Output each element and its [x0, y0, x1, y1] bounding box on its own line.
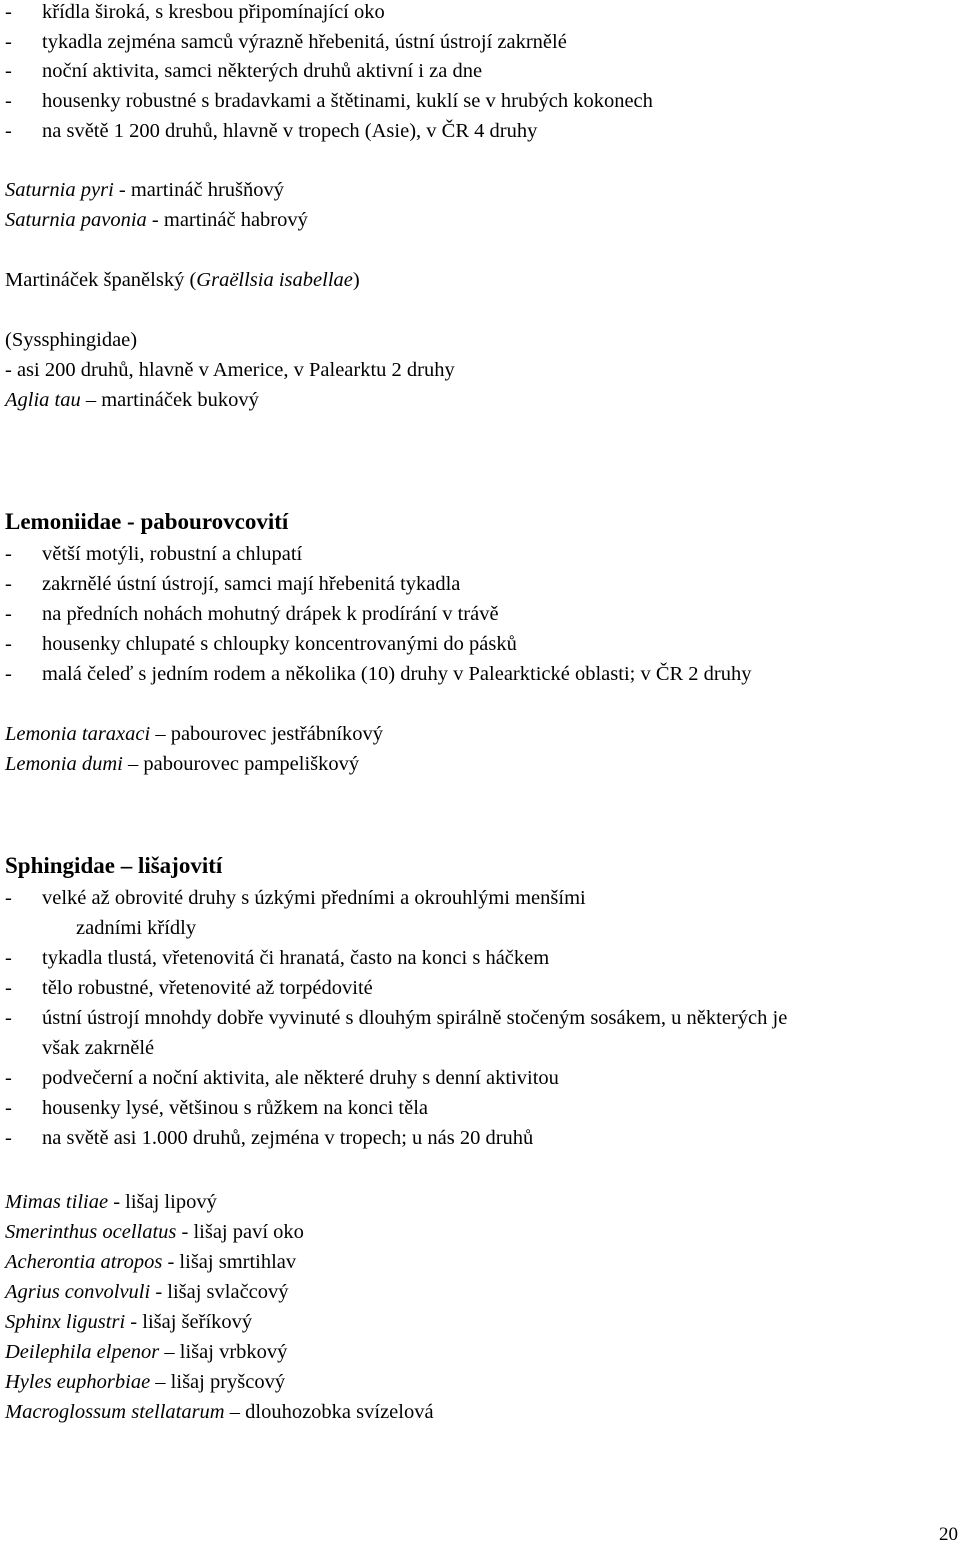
species-latin-name: Sphinx ligustri [5, 1311, 126, 1333]
species-common-name: lišaj paví oko [193, 1221, 304, 1243]
species-common-name: lišaj smrtihlav [179, 1251, 297, 1273]
species-entry [5, 1250, 296, 1280]
species-latin-name: Macroglossum stellatarum [5, 1401, 225, 1423]
species-common-name: martináč hrušňový [130, 179, 284, 201]
species-separator: - [176, 1221, 194, 1243]
bullet-dash: - [5, 573, 12, 595]
bullet-dash: - [5, 633, 12, 655]
species-latin-name: Deilephila elpenor [5, 1341, 160, 1363]
section-heading: Lemoniidae - pabourovcovití [5, 509, 289, 534]
species-latin-name: Smerinthus ocellatus [5, 1221, 177, 1243]
bullet-dash: - [5, 603, 12, 625]
bullet-text: na světě 1 200 druhů, hlavně v tropech (Asie), v ČR 4 druhy [42, 120, 538, 142]
bullet-dash: - [5, 663, 12, 685]
bullet-dash: - [5, 1, 12, 23]
species-latin-name: Lemonia dumi [5, 753, 123, 775]
bullet-dash: - [5, 31, 12, 53]
bullet-dash: - [5, 543, 12, 565]
species-common-name: dlouhozobka svízelová [245, 1401, 434, 1423]
bullet-dash: - [5, 90, 12, 112]
species-common-name: lišaj pryšcový [170, 1371, 286, 1393]
species-common-name: martináč habrový [163, 209, 308, 231]
closing-paren: ) [352, 269, 360, 291]
species-latin-name: Saturnia pyri [5, 179, 114, 201]
species-entry [5, 722, 383, 752]
species-common-name: pabourovec jestřábníkový [170, 723, 384, 745]
bullet-text: tělo robustné, vřetenovité až torpédovité [42, 977, 373, 999]
bullet-dash: - [5, 947, 12, 969]
species-entry [5, 268, 360, 298]
species-entry [5, 1280, 289, 1310]
bullet-text: křídla široká, s kresbou připomínající oko [42, 1, 385, 23]
species-entry [5, 178, 284, 208]
bullet-dash: - [5, 977, 12, 999]
species-separator: – [224, 1401, 246, 1423]
bullet-text: housenky chlupaté s chloupky koncentrovanými do pásků [42, 633, 517, 655]
bullet-text: housenky lysé, většinou s růžkem na konci těla [42, 1097, 428, 1119]
species-separator: – [150, 1371, 171, 1393]
species-separator: - [162, 1251, 180, 1273]
species-separator: - [108, 1191, 126, 1213]
family-note: - asi 200 druhů, hlavně v Americe, v Palearktu 2 druhy [5, 359, 455, 381]
bullet-dash: - [5, 60, 12, 82]
family-name: (Syssphingidae) [5, 329, 138, 351]
species-latin-name: Saturnia pavonia [5, 209, 147, 231]
species-latin-name: Aglia tau [5, 389, 81, 411]
species-latin-name: Hyles euphorbiae [5, 1371, 151, 1393]
species-separator: – [80, 389, 102, 411]
bullet-text: tykadla zejména samců výrazně hřebenitá, ústní ústrojí zakrnělé [42, 31, 567, 53]
bullet-text: tykadla tlustá, vřetenovitá či hranatá, často na konci s háčkem [42, 947, 550, 969]
species-common-name: lišaj vrbkový [179, 1341, 288, 1363]
species-separator: - [125, 1311, 143, 1333]
species-common-name: Martináček španělský ( [5, 269, 197, 291]
species-entry [5, 1190, 217, 1220]
bullet-text: zakrnělé ústní ústrojí, samci mají hřebenitá tykadla [42, 573, 461, 595]
species-common-name: lišaj lipový [125, 1191, 217, 1213]
species-common-name: martináček bukový [101, 389, 259, 411]
bullet-dash: - [5, 1007, 12, 1029]
bullet-dash: - [5, 1127, 12, 1149]
species-entry [5, 208, 308, 238]
species-common-name: lišaj svlačcový [167, 1281, 289, 1303]
bullet-text: velké až obrovité druhy s úzkými předními a okrouhlými menšími [42, 887, 586, 909]
bullet-text: malá čeleď s jedním rodem a několika (10) druhy v Palearktické oblasti; v ČR 2 druhy [42, 663, 752, 685]
section-heading: Sphingidae – lišajovití [5, 853, 223, 878]
bullet-continuation: zadními křídly [76, 917, 197, 939]
species-common-name: pabourovec pampeliškový [143, 753, 360, 775]
species-entry [5, 1340, 287, 1370]
bullet-continuation: však zakrnělé [42, 1037, 155, 1059]
species-latin-name: Graëllsia isabellae [196, 269, 353, 291]
species-separator: – [150, 723, 171, 745]
page-number: 20 [939, 1524, 958, 1545]
species-entry [5, 1370, 285, 1400]
bullet-dash: - [5, 120, 12, 142]
species-entry [5, 1400, 434, 1430]
species-latin-name: Mimas tiliae [5, 1191, 109, 1213]
species-entry [5, 752, 359, 782]
species-entry [5, 1310, 252, 1340]
species-latin-name: Acherontia atropos [5, 1251, 163, 1273]
bullet-text: větší motýli, robustní a chlupatí [42, 543, 303, 565]
species-entry [5, 1220, 304, 1250]
bullet-text: housenky robustné s bradavkami a štětinami, kuklí se v hrubých kokonech [42, 90, 653, 112]
species-latin-name: Lemonia taraxaci [5, 723, 151, 745]
species-latin-name: Agrius convolvuli [5, 1281, 151, 1303]
bullet-text: ústní ústrojí mnohdy dobře vyvinuté s dlouhým spirálně stočeným sosákem, u některých je [42, 1007, 788, 1029]
bullet-text: noční aktivita, samci některých druhů aktivní i za dne [42, 60, 483, 82]
bullet-text: podvečerní a noční aktivita, ale některé druhy s denní aktivitou [42, 1067, 559, 1089]
bullet-dash: - [5, 1097, 12, 1119]
bullet-dash: - [5, 1067, 12, 1089]
bullet-text: na světě asi 1.000 druhů, zejména v tropech; u nás 20 druhů [42, 1127, 534, 1149]
species-separator: – [122, 753, 144, 775]
bullet-dash: - [5, 887, 12, 909]
species-separator: - [150, 1281, 168, 1303]
species-entry [5, 388, 259, 418]
species-separator: – [159, 1341, 180, 1363]
species-separator: - [146, 209, 164, 231]
species-common-name: lišaj šeříkový [142, 1311, 253, 1333]
bullet-text: na předních nohách mohutný drápek k prodírání v trávě [42, 603, 499, 625]
species-separator: - [113, 179, 131, 201]
